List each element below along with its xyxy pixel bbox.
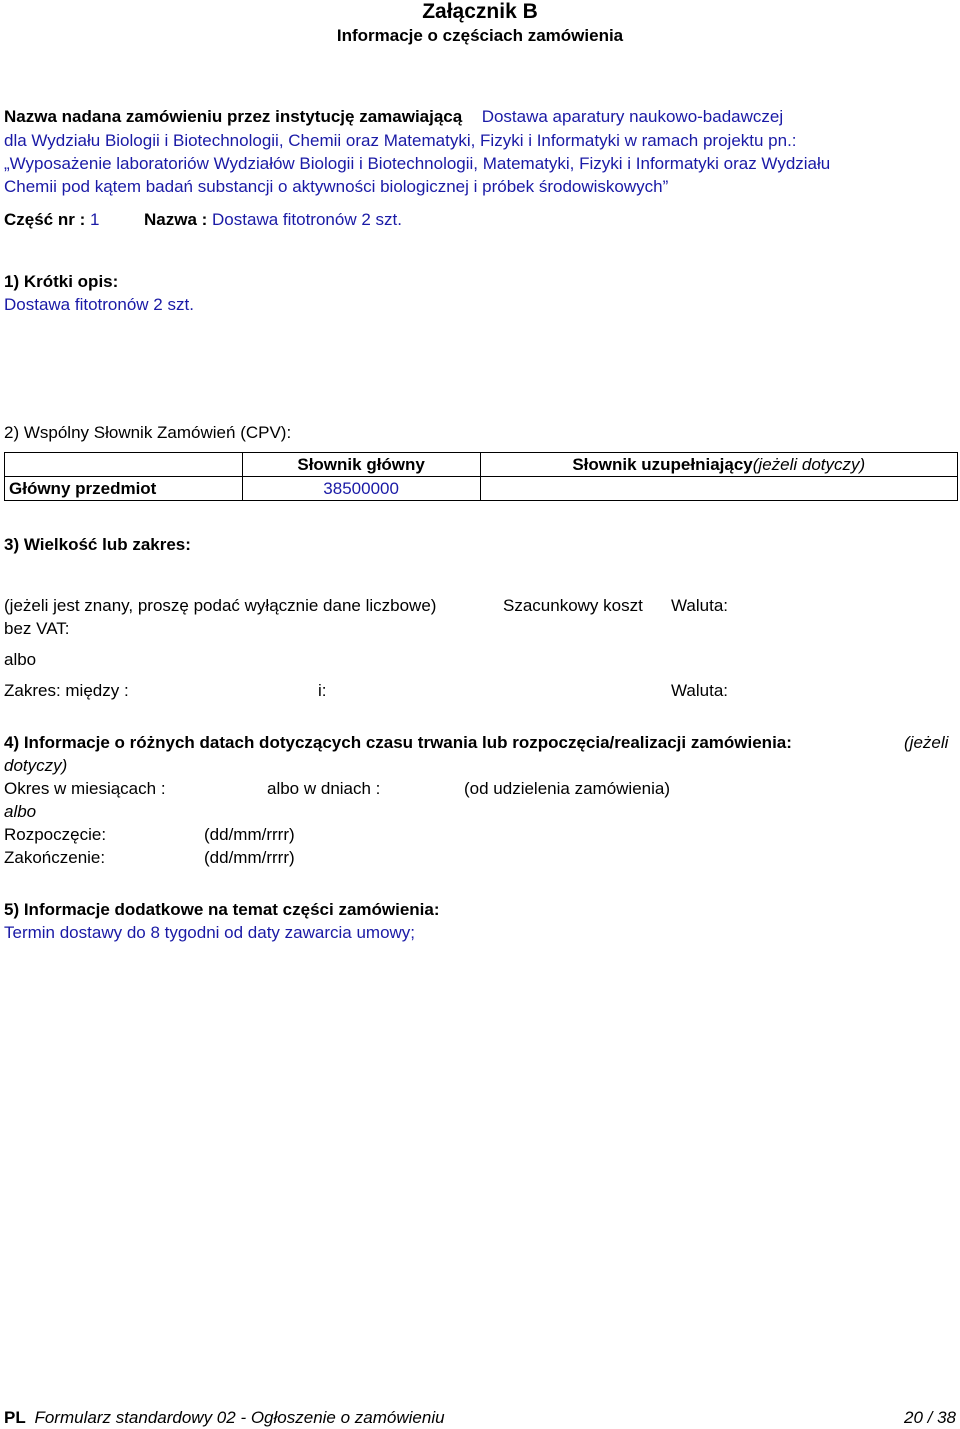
footer-form: Formularz standardowy 02 - Ogłoszenie o zamówieniu xyxy=(34,1408,445,1427)
page-title: Załącznik B xyxy=(422,0,538,23)
section4-from-label: (od udzielenia zamówienia) xyxy=(464,779,671,798)
footer-page-number: 20 / 38 xyxy=(904,1408,956,1427)
cpv-header-row xyxy=(5,453,958,477)
order-name-value-4: Chemii pod kątem badań substancji o aktywności biologicznej i próbek środowiskowych” xyxy=(4,177,669,196)
page-subtitle: Informacje o częściach zamówienia xyxy=(336,26,624,45)
order-name-line1 xyxy=(4,105,956,128)
part-name xyxy=(144,208,402,231)
section3-range-label: Zakres: między : xyxy=(4,681,129,700)
page-footer xyxy=(4,1406,956,1429)
section2-heading: 2) Wspólny Słownik Zamówień (CPV): xyxy=(4,423,292,442)
section3-cost-label: Szacunkowy koszt xyxy=(503,596,643,615)
cpv-main-code: 38500000 xyxy=(242,477,480,501)
cpv-table xyxy=(4,452,958,501)
order-name-value-1: Dostawa aparatury naukowo-badawczej xyxy=(481,107,784,126)
section3-currency-label-2: Waluta: xyxy=(671,681,729,700)
section3-heading: 3) Wielkość lub zakres: xyxy=(4,535,191,554)
footer-lang: PL xyxy=(4,1408,26,1427)
section5-text: Termin dostawy do 8 tygodni od daty zawarcia umowy; xyxy=(4,923,416,942)
cpv-supp-code xyxy=(480,477,958,501)
section1-text: Dostawa fitotronów 2 szt. xyxy=(4,295,194,314)
part-name-label: Nazwa : xyxy=(144,210,208,229)
cpv-col-main: Słownik główny xyxy=(242,453,480,477)
order-name-value-3: „Wyposażenie laboratoriów Wydziałów Biologii i Biotechnologii, Matematyki, Fizyki i Informatyki oraz Wydziału xyxy=(4,154,831,173)
cpv-empty-cell xyxy=(5,453,243,477)
section4-end-format: (dd/mm/rrrr) xyxy=(204,848,295,867)
part-nr-value: 1 xyxy=(89,210,100,229)
section4-months-label: Okres w miesiącach : xyxy=(4,779,166,798)
section4-heading-note-1: (jeżeli xyxy=(904,733,949,752)
section3-and-label: i: xyxy=(318,681,327,700)
cpv-col-supp xyxy=(480,453,958,477)
order-name-value-2: dla Wydziału Biologii i Biotechnologii, Chemii oraz Matematyki, Fizyki i Informatyki w ramach projektu pn.: xyxy=(4,131,797,150)
section1-heading: 1) Krótki opis: xyxy=(4,272,119,291)
cpv-col-supp-note: (jeżeli dotyczy) xyxy=(752,455,866,474)
cpv-col-supp-label: Słownik uzupełniający xyxy=(572,455,753,474)
section4-or-label: albo xyxy=(4,802,37,821)
part-nr-label: Część nr : xyxy=(4,210,86,229)
section4-days-label: albo w dniach : xyxy=(267,779,381,798)
section4-start-format: (dd/mm/rrrr) xyxy=(204,825,295,844)
section4-heading: 4) Informacje o różnych datach dotyczących czasu trwania lub rozpoczęcia/realizacji zamówienia: xyxy=(4,733,792,752)
section4-end-label: Zakończenie: xyxy=(4,848,106,867)
part-nr xyxy=(4,208,99,231)
order-name-label: Nazwa nadana zamówieniu przez instytucję zamawiającą xyxy=(4,107,463,126)
section3-note: (jeżeli jest znany, proszę podać wyłącznie dane liczbowe) xyxy=(4,596,437,615)
section4-heading-note-2: dotyczy) xyxy=(4,756,68,775)
section5-heading: 5) Informacje dodatkowe na temat części zamówienia: xyxy=(4,900,440,919)
section4-start-label: Rozpoczęcie: xyxy=(4,825,107,844)
section3-vat-label: bez VAT: xyxy=(4,619,70,638)
cpv-row-label: Główny przedmiot xyxy=(5,477,243,501)
cpv-main-row xyxy=(5,477,958,501)
part-name-value: Dostawa fitotronów 2 szt. xyxy=(212,210,402,229)
section3-or-label: albo xyxy=(4,650,37,669)
section3-currency-label: Waluta: xyxy=(671,596,729,615)
